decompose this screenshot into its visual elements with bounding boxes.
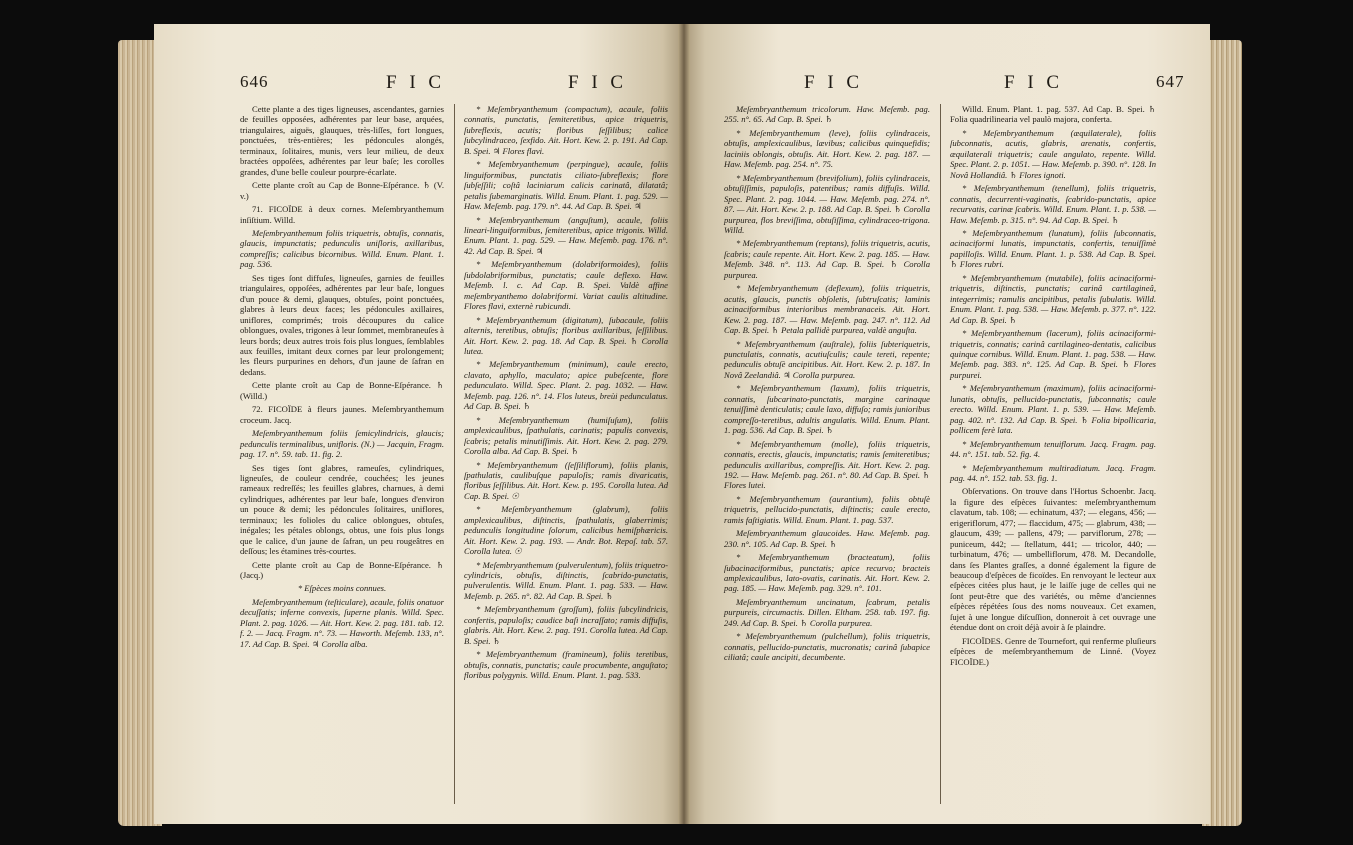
right-running-head [684, 72, 1210, 96]
left-column-1 [240, 104, 444, 652]
paragraph: * Meſembryanthemum (pulchellum), foliis triquetris, connatis, pellucido-punctatis, mucronatis; carinâ ſubapice ciliatâ; caule ancipiti, decumbente. [724, 631, 930, 663]
paragraph: Obſervations. On trouve dans l'Hortus Schoenbr. Jacq. la figure des eſpèces ſuivantes: meſembryanthemum clavatum, tab. 108; — echinatum, 437; — elegans, 456; — erigeriflorum, 477; — flaccidum, 475; — glabrum, 438; — glaucum, 439; — pallens, 479; — parviflorum, 278; — puniceum, 442; — ſtellatum, 441; — tricolor, 440; — turbinatum, 476; — umbelliflorum, 478. M. Decandolle, dans ſes Plantes graſſes, a donné également la figure de beaucoup d'eſpèces de ficoïdes. En renvoyant le lecteur aux eſpèces citées plus haut, je le laiſſe juge de celles qui ne ſont peut-être que des variétés, ou même d'anciennes eſpèces répétées ſous des noms nouveaux. Cet examen, ſujet à une longue diſcuſſion, donneroit à cet ouvrage une étendue dont on croit déjà avoir à ſe plaindre. [950, 486, 1156, 633]
book-gutter [678, 24, 690, 824]
paragraph: * Meſembryanthemum (aurantium), foliis obtuſè triquetris, pellucido-punctatis, diſtinctis; caule erecto, ramis faſtigiatis. Willd. Enum. Plant. 1. pag. 537. [724, 493, 930, 525]
paragraph: * Meſembryanthemum (lunatum), foliis ſubconnatis, acinaciformi lunatis, impunctatis, confertis, tenuiſſimè papilloſis. Willd. Enum. Plant. 1. p. 538. Ad Cap. B. Spei. ♄ Flores rubri. [950, 227, 1156, 270]
paragraph: Ses tiges ſont diffuſes, ligneuſes, garnies de feuilles triangulaires, oppoſées, adhérentes par leur baſe, longues d'un pouce & demi, glauques, obtuſes, point ponctuées, glabres à leurs deux faces; les pédoncules axillaires, uniflores, comprimés; trois découpures du calice oblongues, ovales, trigones à leur ſommet, membraneuſes à leurs bords; deux autres trois fois plus longues, ſemblables aux feuilles, imitant deux cornes par leur prolongement; les fleurs purpurines en dehors, d'un jaune de ſafran en dedans. [240, 272, 444, 377]
paragraph: * Meſembryanthemum (auſtrale), foliis ſubteriquetris, punctulatis, connatis, acutiuſculis; caule tereti, repente; pedunculis obtuſè ancipitibus. Ait. Hort. Kew. 2. p. 187. In Novâ Zeelandiâ. ♃ Corolla purpurea. [724, 338, 930, 380]
paragraph: * Meſembryanthemum (ſeſſiliflorum), foliis planis, ſpathulatis, caulibuſque papuloſis; ramis divaricatis, floribus ſeſſilibus. Ait. Hort. Kew. p. 195. Corolla lutea. Ad Cap. B. Spei. ☉ [464, 459, 668, 501]
left-page [154, 24, 684, 824]
paragraph: * Meſembryanthemum (groſſum), foliis ſubcylindricis, confertis, papuloſis; caudice baſi incraſſato; ramis diffuſis, glabris. Ait. Hort. Kew. 2. pag. 191. Corolla lutea. Ad Cap. B. Spei. ♄ [464, 604, 668, 646]
paragraph: * Meſembryanthemum (glabrum), foliis amplexicaulibus, diſtinctis, ſpathulatis, glaberrimis; pedunculis longitudine ſolorum, calicibus hemiſphæricis. Ait. Hort. Kew. 2. pag. 193. — Andr. Bot. Repoſ. tab. 57. Corolla lutea. ☉ [464, 504, 668, 557]
paragraph: * Meſembryanthemum (framineum), foliis teretibus, obtuſis, connatis, punctatis; caule procumbente, anguſtato; floribus polygynis. Willd. Enum. Plant. 1. pag. 533. [464, 649, 668, 681]
paragraph: Meſembryanthemum tricolorum. Haw. Meſemb. pag. 255. n°. 65. Ad Cap. B. Spei. ♄ [724, 104, 930, 125]
paragraph: * Meſembryanthemum (leve), foliis cylindraceis, obtuſis, amplexicaulibus, lævibus; calicibus quinquefidis; laciniis oblongis, obtuſis. Ait. Hort. Kew. 2. pag. 187. — Haw. Meſemb. pag. 254. n°. 75. [724, 127, 930, 170]
paragraph: * Meſembryanthemum (dolabriformoides), foliis ſubdolabriformibus, punctatis; caule deflexo. Haw. Meſemb. l. c. Ad Cap. B. Spei. Valdè affine meſembryanthemo dolabriformi. Variat caulis altitudine. Flores flavi, externè rubicundi. [464, 259, 668, 312]
paragraph: * Meſembryanthemum (humiſuſum), foliis amplexicaulibus, ſpathulatis, carinatis; papulis convexis, ſcabris; petalis minutiſſimis. Ait. Hort. Kew. 2. pag. 279. Corolla alba. Ad Cap. B. Spei. ♄ [464, 414, 668, 457]
paragraph: Meſembryanthemum glaucoides. Haw. Meſemb. pag. 230. n°. 105. Ad Cap. B. Spei. ♄ [724, 528, 930, 549]
paragraph: Willd. Enum. Plant. 1. pag. 537. Ad Cap. B. Spei. ♄ Folia quadrilinearia vel paulò majora, conferta. [950, 104, 1156, 125]
right-page-number: 647 [1156, 72, 1185, 91]
paragraph: * Meſembryanthemum multiradiatum. Jacq. Fragm. pag. 44. n°. 152. tab. 53. fig. 1. [950, 462, 1156, 483]
paragraph: 72. FICOÏDE à fleurs jaunes. Meſembryanthemum croceum. Jacq. [240, 404, 444, 425]
paragraph: * Meſembryanthemum (anguſtum), acaule, foliis lineari-linguiformibus, ſemiteretibus, apice trigonis. Willd. Enum. Plant. 1. pag. 529. — Haw. Meſemb. pag. 176. n°. 42. Ad Cap. B. Spei. ♃ [464, 214, 668, 256]
paragraph: * Meſembryanthemum (maximum), foliis acinaciformi-lunatis, obtuſis, pellucido-punctatis, ſubconnatis; caule erecto. Willd. Enum. Plant. 1. p. 539. — Haw. Meſemb. pag. 402. n°. 132. Ad Cap. B. Spei. ♄ Folia bipollicaria, pollicem ferè lata. [950, 383, 1156, 436]
paragraph: * Meſembryanthemum (mutabile), foliis acinaciformi-triquetris, diſtinctis, punctatis; carinâ cartilagineâ, integerrimis; ramulis ancipitibus, petalis ſubulatis. Willd. Enum. Plant. 1. pag. 538. — Haw. Meſemb. p. 377. n°. 122. Ad Cap. B. Spei. ♄ [950, 272, 1156, 325]
open-book [118, 18, 1242, 830]
paragraph: * Meſembryanthemum tenuiflorum. Jacq. Fragm. pag. 44. n°. 151. tab. 52. fig. 4. [950, 438, 1156, 460]
paragraph: * Meſembryanthemum (laxum), foliis triquetris, connatis, ſubcarinato-punctatis, margine carinaque tenuiſſimè denticulatis; caule laxo, diffuſo; ramis junioribus compreſſo-teretibus, adultis angulatis. Willd. Enum. Plant. 1. pag. 536. Ad Cap. B. Spei. ♄ [724, 383, 930, 436]
left-page-number: 646 [240, 72, 269, 91]
right-head-word-2: F I C [1004, 72, 1064, 93]
paragraph: * Meſembryanthemum (digitatum), ſubacaule, foliis alternis, teretibus, obtuſis; floribus axillaribus, ſeſſilibus. Ait. Hort. Kew. 2. pag. 18. Ad Cap. B. Spei. ♄ Corolla lutea. [464, 314, 668, 356]
paragraph: * Meſembryanthemum (æquilaterale), foliis ſubconnatis, acutis, glabris, arenatis, confertis, æquilaterali triquetris; caule angulato, repente. Willd. Spec. Plant. 2. p. 1051. — Haw. Meſemb. p. 390. n°. 128. In Novâ Hollandiâ. ♄ Flores ignoti. [950, 127, 1156, 180]
right-column-2 [950, 104, 1156, 670]
paragraph: * Meſembryanthemum (molle), foliis triquetris, connatis, erectis, glaucis, impunctatis; ramis ſemiteretibus; pedunculis axillaribus, compreſſis. Ait. Hort. Kew. 2. pag. 192. — Haw. Meſemb. pag. 261. n°. 80. Ad Cap. B. Spei. ♄ Flores lutei. [724, 438, 930, 491]
paragraph: * Meſembryanthemum (tenellum), foliis triquetris, connatis, decurrenti-vaginatis, ſcabrido-punctatis, apice recurvatis, carinæ ſcabris. Willd. Enum. Plant. 1. p. 538. — Haw. Meſemb. p. 315. n°. 94. Ad Cap. B. Spei. ♄ [950, 183, 1156, 225]
paragraph: * Meſembryanthemum (minimum), caule erecto, clavato, aphyllo, maculato; apice pubeſcente, flore pedunculato. Willd. Spec. Plant. 2. pag. 1032. — Haw. Meſemb. pag. 126. n°. 14. Flos luteus, breùi pedunculatus. Ad Cap. B. Spei. ♄ [464, 359, 668, 412]
paragraph: * Meſembryanthemum (reptans), foliis triquetris, acutis, ſcabris; caule repente. Ait. Hort. Kew. 2. pag. 185. — Haw. Meſemb. 348. n°. 113. Ad Cap. B. Spei. ♄ Corolla purpurea. [724, 238, 930, 280]
left-running-head [154, 72, 684, 96]
paragraph: 71. FICOÏDE à deux cornes. Meſembryanthemum inſiſtium. Willd. [240, 204, 444, 225]
paragraph: Meſembryanthemum foliis triquetris, obtuſis, connatis, glaucis, impunctatis; pedunculis uniſloris, axillaribus, compreſſis; calicibus bicornibus. Willd. Enum. Plant. 1. pag. 536. [240, 227, 444, 270]
left-head-word-2: F I C [568, 72, 628, 93]
left-column-2 [464, 104, 668, 684]
right-head-word-1: F I C [804, 72, 864, 93]
paragraph: Meſembryanthemum uncinatum, ſcabrum, petalis purpureis, circumactis. Dillen. Eltham. 258. tab. 197. fig. 249. Ad Cap. B. Spei. ♄ Corolla purpurea. [724, 596, 930, 628]
right-column-1 [724, 104, 930, 666]
right-page [684, 24, 1210, 824]
paragraph: Cette plante croît au Cap de Bonne-Eſpérance. ♄ (Jacq.) [240, 559, 444, 581]
column-rule [454, 104, 455, 804]
paragraph: Cette plante a des tiges ligneuses, ascendantes, garnies de feuilles opposées, adhérentes par leur base, arquées, triangulaires, aiguës, glauques, très-liſſes, fort longues, ponctuées, très-entières; les pédoncules alongés, terminaux, ſolitaires, munis, vers leur milieu, de deux bractées oppoſées, adhérentes par leur baſe; les corolles grandes, d'une belle couleur pourpre-écarlate. [240, 104, 444, 177]
paragraph: Meſembryanthemum (teſticulare), acaule, foliis onatuor decuſſatis; inferne convexis, ſuperne planis. Willd. Spec. Plant. 2. pag. 1026. — Ait. Hort. Kew. 2. pag. 181. tab. 12. f. 2. — Jacq. Fragm. n°. 73. — Haworth. Meſemb. 133, n°. 17. Ad Cap. B. Spei. ♃ Corolla alba. [240, 596, 444, 649]
paragraph: * Meſembryanthemum (pulverulentum), foliis triquetro-cylindricis, obtuſis, diſtinctis, ſcabrido-punctatis, pulverulentis. Willd. Enum. Plant. 1. pag. 533. — Haw. Meſemb. p. 265. n°. 82. Ad Cap. B. Spei. ♄ [464, 559, 668, 601]
paragraph: * Meſembryanthemum (brevifolium), foliis cylindraceis, obtuſiſſimis, papuloſis, patentibus; ramis diffuſis. Willd. Spec. Plant. 2. pag. 1044. — Haw. Meſemb. pag. 274. n°. 87. — Ait. Hort. Kew. 2. p. 188. Ad Cap. B. Spei. ♄ Corolla purpurea, flos breviſſima, obtuſiſſima, cylindraceo-trigona. Willd. [724, 172, 930, 235]
paragraph: * Meſembryanthemum (compactum), acaule, foliis connatis, punctatis, ſemiteretibus, apice triquetris, ſubreflexis, acutis; floribus ſeſſilibus; calice ſubcylindraceo, ſexfido. Ait. Hort. Kew. 2. p. 191. Ad Cap. B. Spei. ♃ Flores flavi. [464, 104, 668, 156]
paragraph: Cette plante croît au Cap de Bonne-Eſpérance. ♄ (V. v.) [240, 180, 444, 201]
paragraph: Meſembryanthemum foliis ſemicylindricis, glaucis; pedunculis terminalibus, unifloris. (N.) — Jacquin, Fragm. pag. 17. n°. 59. tab. 11. fig. 2. [240, 428, 444, 460]
paragraph: Cette plante croît au Cap de Bonne-Eſpérance. ♄ (Willd.) [240, 380, 444, 401]
left-head-word-1: F I C [386, 72, 446, 93]
paragraph: * Meſembryanthemum (perpingue), acaule, foliis linguiformibus, punctatis ciliato-ſubreflexis; flore ſubſeſſili; coſtâ laciniarum calicis carinatâ, dilatatâ; petalis ſubemarginatis. Willd. Enum. Plant. 1. pag. 529. — Haw. Meſemb. pag. 179. n°. 44. Ad Cap. B. Spei. ♃ [464, 159, 668, 212]
paragraph: FICOÏDES. Genre de Tournefort, qui renferme pluſieurs eſpèces de meſembryanthemum de Linné. (Voyez FICOÏDE.) [950, 635, 1156, 667]
paragraph: * Eſpèces moins connues. [297, 583, 387, 594]
paragraph: * Meſembryanthemum (bracteatum), foliis ſubacinaciformibus, punctatis; apice recurvo; bracteis amplexicaulibus, lato-ovatis, carinatis. Ait. Hort. Kew. 2. pag. 185. — Haw. Meſemb. pag. 329. n°. 101. [724, 552, 930, 594]
column-rule [940, 104, 941, 804]
paragraph: * Meſembryanthemum (deflexum), foliis triquetris, acutis, glaucis, punctis obſoletis, ſubtruſcatis; laminis acinaciformibus interioribus membranaceis. Ait. Hort. Kew. 2. pag. 187. — Haw. Meſemb. pag. 247. n°. 112. Ad Cap. B. Spei. ♄ Petala pallidè purpurea, valdè anguſta. [724, 283, 930, 336]
paragraph: * Meſembryanthemum (lacerum), foliis acinaciformi-triquetris, connatis; carinâ cartilagineo-dentatis, calicibus quinque cornibus. Willd. Enum. Plant. 1. pag. 538. — Haw. Meſemb. pag. 383. n°. 125. Ad Cap. B. Spei. ♄ Flores purpurei. [950, 328, 1156, 380]
paragraph: Ses tiges ſont glabres, rameuſes, cylindriques, ligneuſes, de couleur cendrée, couchées; les jeunes rameaux redreſſés; les feuilles glabres, charnues, à demi cylindriques, adhérentes par leur baſe, longues d'environ un pouce & demi; les pédoncules ſolitaires, uniflores, terminaux; les folioles du calice oblongues, obtuſes, inégales; les pétales oblongs, obtus, une fois plus longs que le calice, d'un jaune de ſafran, un peu rougeâtres en deſſous; les étamines très-courtes. [240, 462, 444, 557]
